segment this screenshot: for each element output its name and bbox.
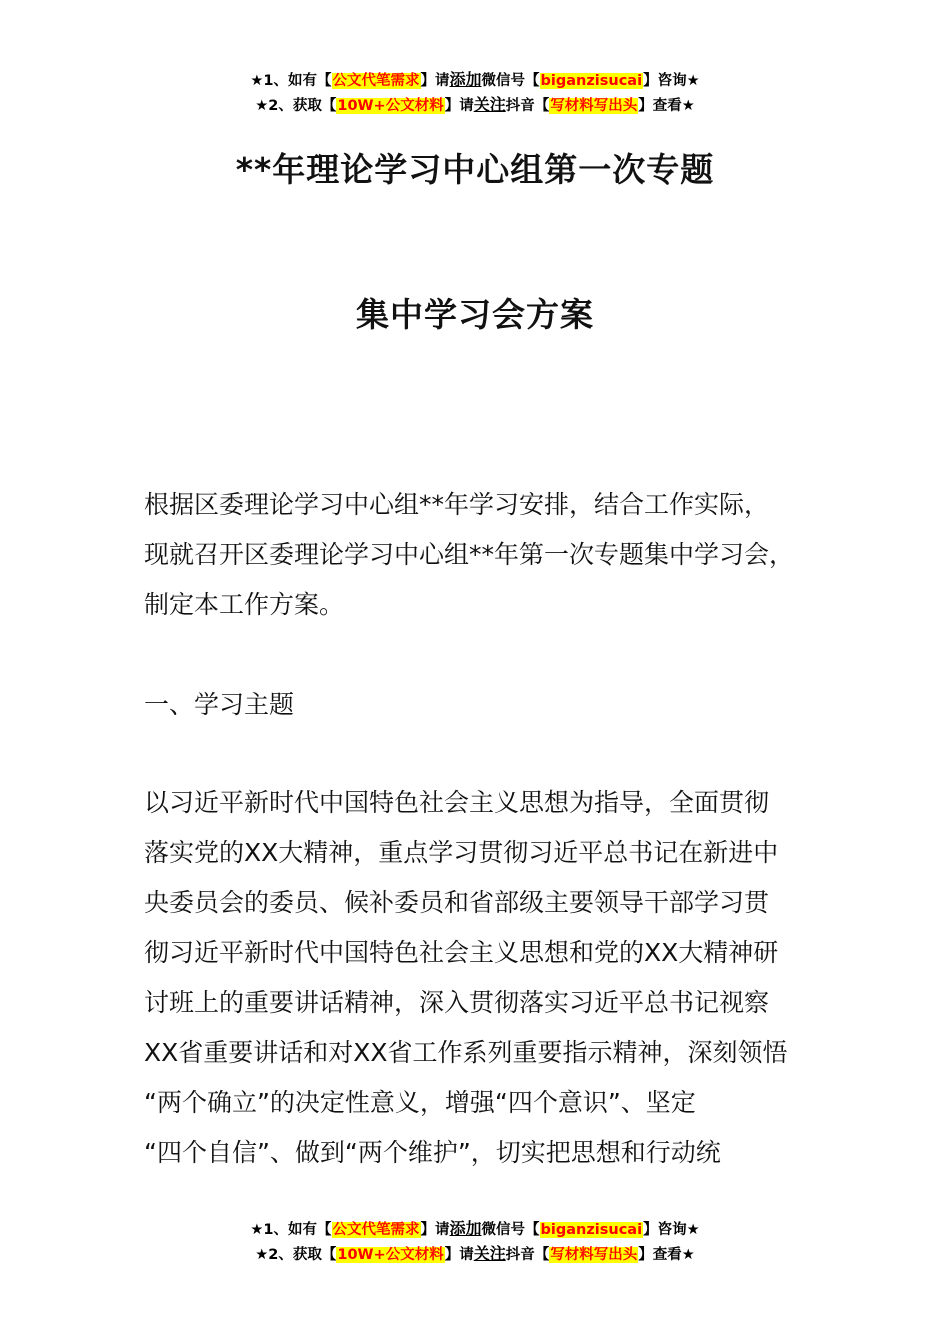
banner-highlight-wechat: biganzisucai (540, 1222, 643, 1238)
text-line: “两个确立”的决定性意义，增强“四个意识”、坚定 (144, 1088, 696, 1117)
banner-highlight: 10W+公文材料 (337, 1247, 444, 1263)
text-line: 彻习近平新时代中国特色社会主义思想和党的XX大精神研 (144, 938, 779, 967)
banner-text: 微信号【 (481, 1222, 540, 1238)
banner-text: ★2、获取【 (255, 98, 337, 114)
banner-highlight: 10W+公文材料 (337, 98, 444, 114)
banner-text: 】咨询★ (643, 73, 700, 89)
banner-highlight-douyin: 写材料写出头 (550, 98, 638, 114)
document-title-line-1: **年理论学习中心组第一次专题 (235, 150, 715, 189)
banner-line-1 (0, 68, 950, 93)
banner-emphasis: 添加 (449, 70, 482, 89)
banner-text: 】请 (444, 1247, 474, 1263)
banner-text: 抖音【 (505, 1247, 550, 1263)
banner-text: 】请 (444, 98, 474, 114)
document-title-line-2: 集中学习会方案 (356, 295, 594, 334)
banner-text: 】请 (420, 1222, 450, 1238)
banner-highlight: 公文代笔需求 (332, 1222, 420, 1238)
banner-text: ★1、如有【 (250, 1222, 332, 1238)
banner-text: 抖音【 (505, 98, 550, 114)
banner-text: 】请 (420, 73, 450, 89)
banner-emphasis: 添加 (449, 1219, 482, 1238)
banner-highlight-wechat: biganzisucai (540, 73, 643, 89)
banner-line-2 (0, 1242, 950, 1267)
text-line: 制定本工作方案。 (144, 590, 345, 619)
banner-highlight: 公文代笔需求 (332, 73, 420, 89)
section-heading: 一、学习主题 (144, 690, 295, 719)
text-line: XX省重要讲话和对XX省工作系列重要指示精神，深刻领悟 (144, 1038, 788, 1067)
banner-text: ★2、获取【 (255, 1247, 337, 1263)
banner-highlight-douyin: 写材料写出头 (550, 1247, 638, 1263)
banner-line-2 (0, 93, 950, 118)
banner-text: 】查看★ (638, 98, 695, 114)
banner-emphasis: 关注 (473, 95, 506, 114)
text-line: “四个自信”、做到“两个维护”，切实把思想和行动统 (144, 1138, 721, 1167)
text-line: 现就召开区委理论学习中心组**年第一次专题集中学习会， (144, 540, 795, 569)
text-line: 根据区委理论学习中心组**年学习安排，结合工作实际， (144, 490, 770, 519)
text-line: 以习近平新时代中国特色社会主义思想为指导，全面贯彻 (144, 788, 770, 817)
banner-text: 】查看★ (638, 1247, 695, 1263)
intro-paragraph (144, 480, 844, 630)
banner-line-1 (0, 1217, 950, 1242)
footer-banner (0, 1217, 950, 1267)
banner-text: 】咨询★ (643, 1222, 700, 1238)
banner-text: ★1、如有【 (250, 73, 332, 89)
banner-emphasis: 关注 (473, 1244, 506, 1263)
text-line: 央委员会的委员、候补委员和省部级主要领导干部学习贯 (144, 888, 770, 917)
section-body-paragraph (144, 778, 844, 1178)
text-line: 讨班上的重要讲话精神，深入贯彻落实习近平总书记视察 (144, 988, 770, 1017)
header-banner (0, 68, 950, 118)
banner-text: 微信号【 (481, 73, 540, 89)
text-line: 落实党的XX大精神，重点学习贯彻习近平总书记在新进中 (144, 838, 779, 867)
